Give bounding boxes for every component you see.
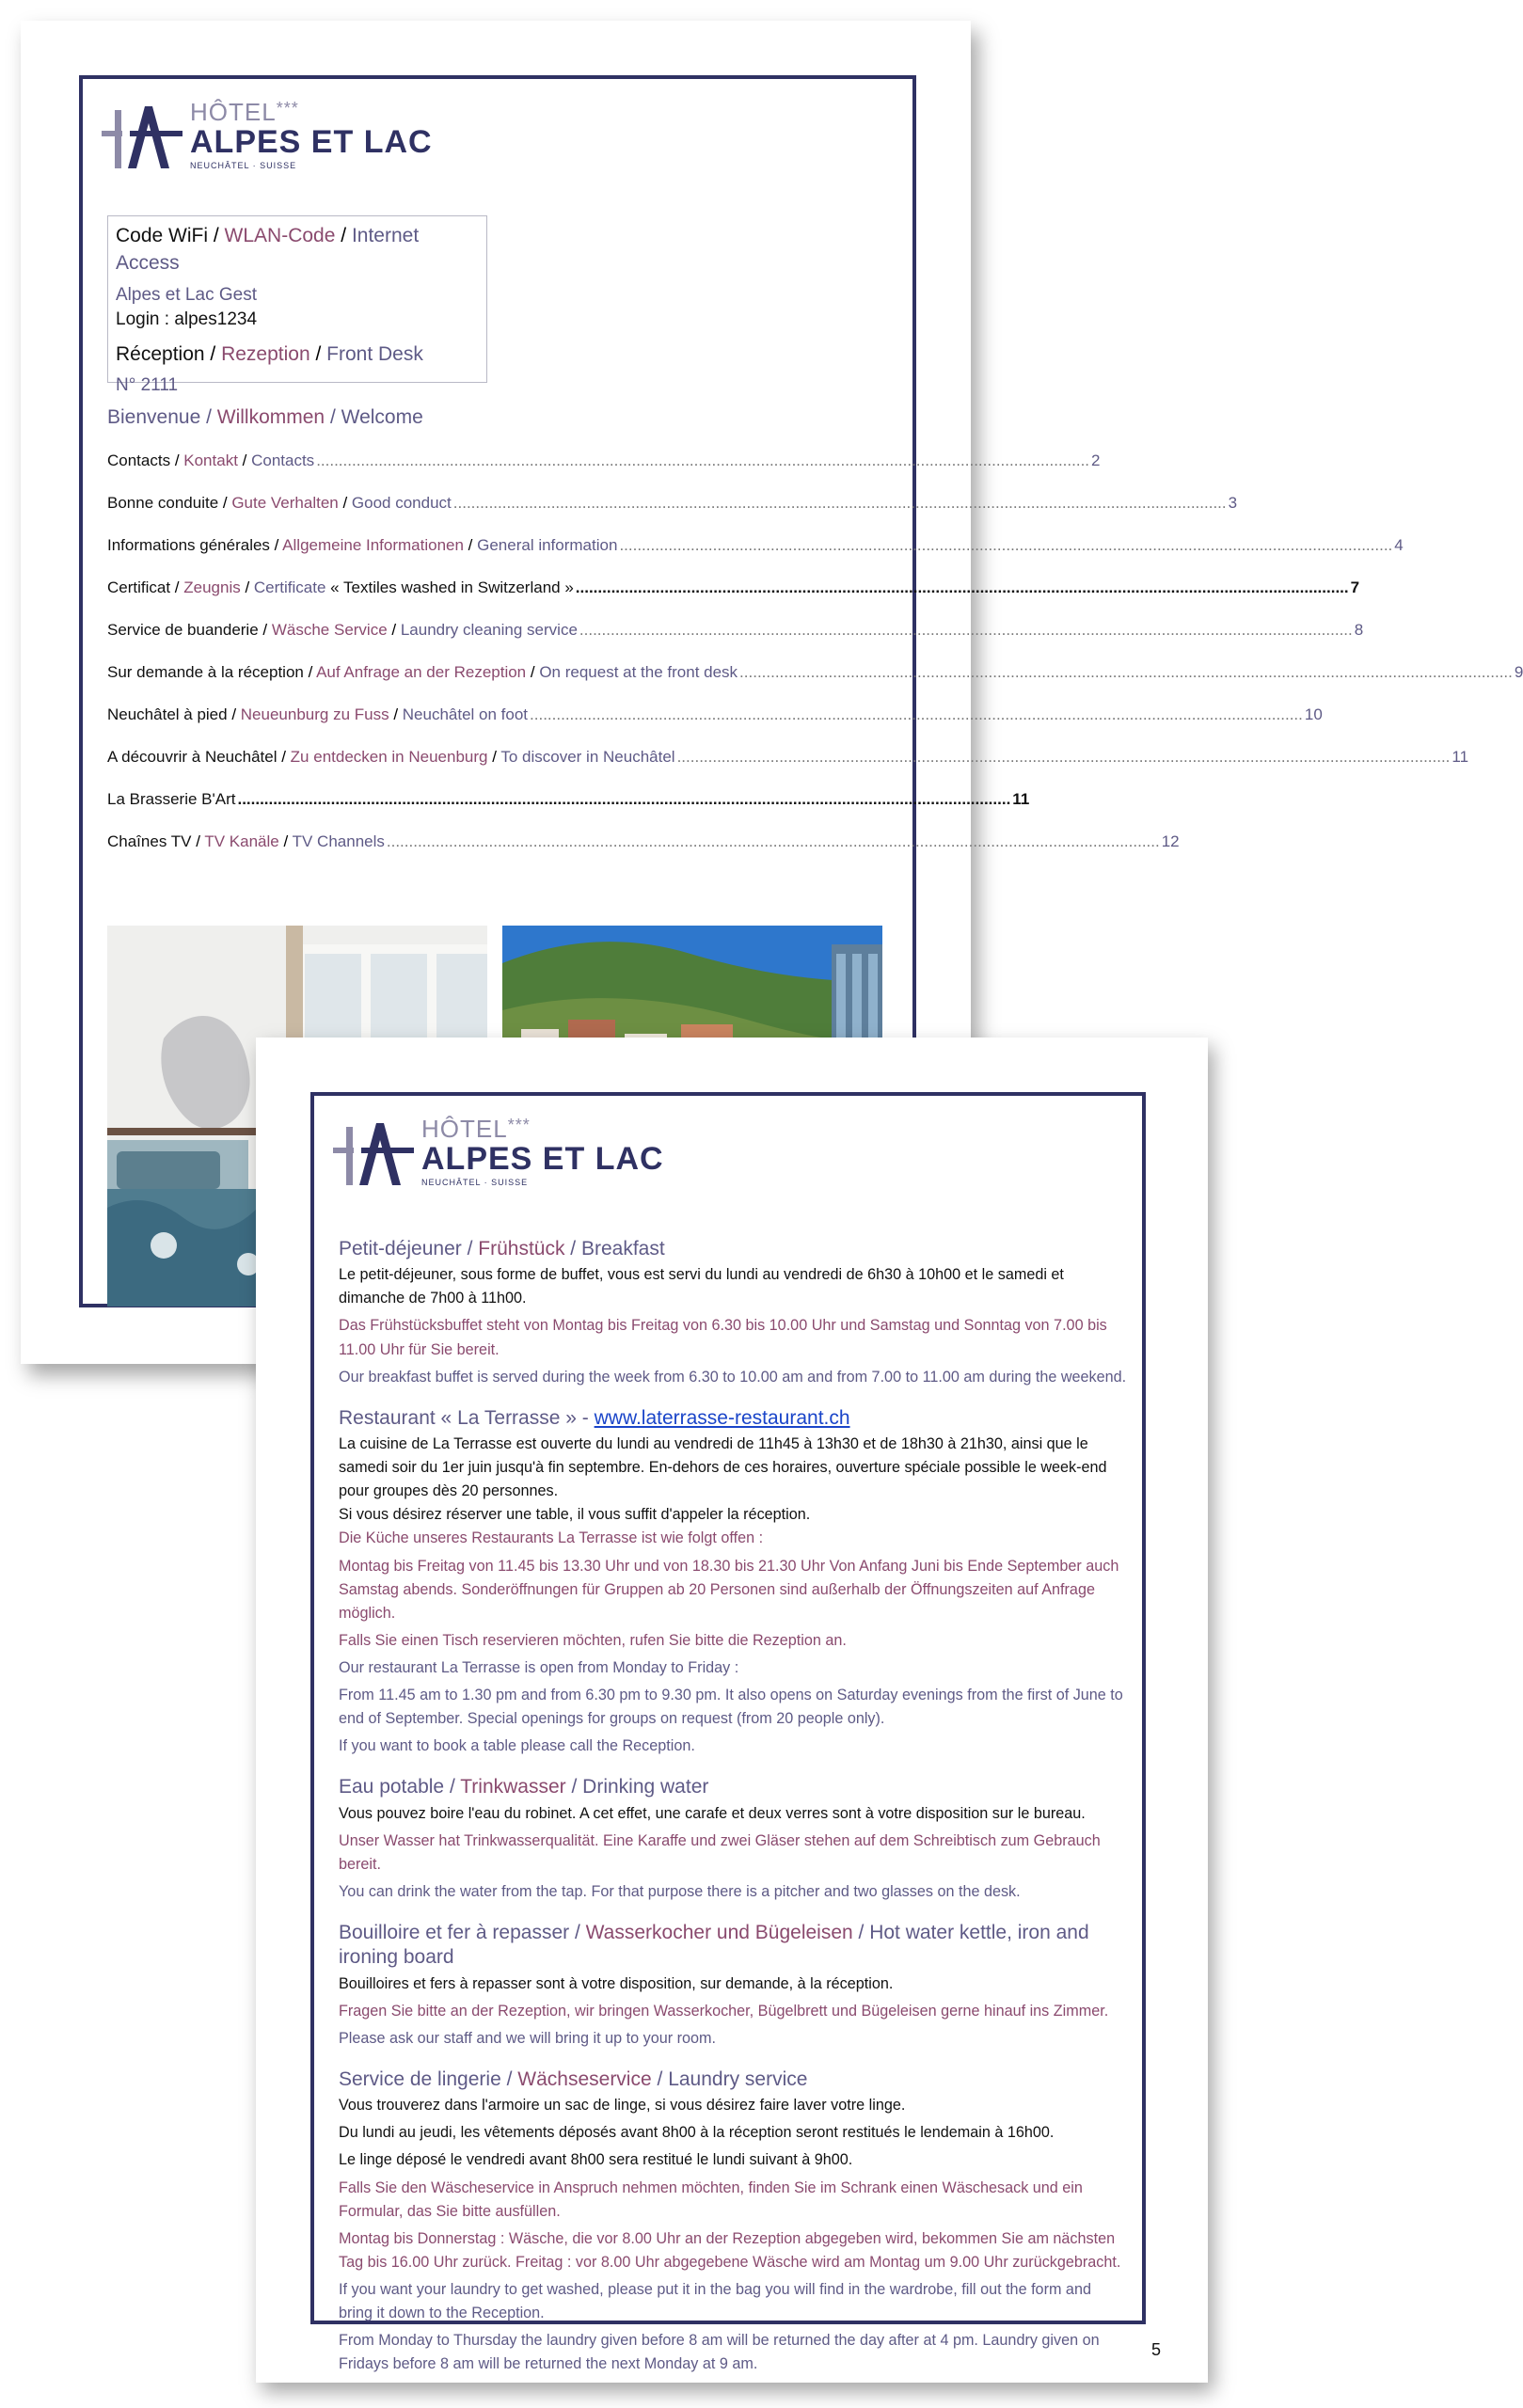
breakfast-text-fr: Le petit-déjeuner, sous forme de buffet, vous est servi du lundi au vendredi de 6h30 à 10h00 et le samedi et dimanche de 7h00 à 11h00. [339, 1266, 1064, 1307]
toc-page-number: 11 [1012, 790, 1030, 808]
reception-heading: Réception / Rezeption / Front Desk [116, 342, 423, 365]
water-text-de: Unser Wasser hat Trinkwasserqualität. Eine Karaffe und zwei Gläser stehen auf dem Schreibtisch zum Gebrauch bereit. [339, 1831, 1101, 1873]
breakfast-text-en: Our breakfast buffet is served during the week from 6.30 to 10.00 am and from 7.00 to 11.00 am during the weekend. [339, 1368, 1127, 1386]
water-heading: Eau potable / Trinkwasser / Drinking water [339, 1776, 709, 1798]
reception-title-de: Rezeption [221, 342, 310, 365]
kettle-iron-heading: Bouilloire et fer à repasser / Wasserkocher und Bügeleisen / Hot water kettle, iron and ironing board [339, 1922, 1089, 1969]
breakfast-text-de: Das Frühstücksbuffet steht von Montag bis Freitag von 6.30 bis 10.00 Uhr und Samstag und Sonntag von 7.00 bis 11.00 Uhr für Sie bereit. [339, 1317, 1107, 1358]
toc-page-number: 2 [1091, 452, 1101, 469]
logo-hotel-text: HÔTEL [190, 98, 277, 126]
logo-subtitle: NEUCHÂTEL · SUISSE [190, 161, 297, 170]
logo-hotel-name: ALPES ET LAC [421, 1141, 664, 1177]
laundry-text-de-1: Falls Sie den Wäscheservice in Anspruch nehmen möchten, finden Sie im Schrank einen Wäschesack und ein Formular, das Sie bitte ausfüllen. [339, 2178, 1083, 2220]
toc-row-general-information[interactable]: Informations générales / Allgemeine Informationen / General information .............................................................................................................................................................................. 4 [107, 536, 1404, 554]
wifi-network-name: Alpes et Lac Gest [116, 284, 257, 305]
logo-stars: *** [507, 1116, 531, 1134]
laundry-text-fr-3: Le linge déposé le vendredi avant 8h00 sera restitué le lundi suivant à 9h00. [339, 2151, 853, 2169]
laundry-text-en-2: From Monday to Thursday the laundry given before 8 am will be returned the day after at 4 pm. Laundry given on Fridays before 8 am will be returned the next Monday at 9 am. [339, 2332, 1100, 2373]
toc-row-contacts[interactable]: Contacts / Kontakt / Contacts .............................................................................................................................................................................. 2 [107, 452, 1101, 469]
logo-stars: *** [276, 99, 299, 118]
wifi-title-de: WLAN-Code [224, 225, 336, 246]
wifi-info-box [107, 215, 487, 396]
reception-title-fr: Réception [116, 342, 205, 365]
toc-row-tv-channels[interactable]: Chaînes TV / TV Kanäle / TV Channels .............................................................................................................................................................................. 12 [107, 832, 1180, 850]
wifi-title-fr: Code WiFi [116, 225, 209, 246]
kettle-text-de: Fragen Sie bitte an der Rezeption, wir bringen Wasserkocher, Bügelbrett und Bügeleisen gerne hinauf ins Zimmer. [339, 2002, 1109, 2020]
toc-title: Bienvenue / Willkommen / Welcome [107, 406, 423, 428]
restaurant-booking-fr: Si vous désirez réserver une table, il vous suffit d'appeler la réception. [339, 1506, 811, 1524]
laundry-heading: Service de lingerie / Wächseservice / Laundry service [339, 2067, 808, 2090]
kettle-text-en: Please ask our staff and we will bring it up to your room. [339, 2029, 716, 2047]
toc-row-laundry-service[interactable]: Service de buanderie / Wäsche Service / Laundry cleaning service .............................................................................................................................................................................. 8 [107, 621, 1364, 639]
table-of-contents [107, 452, 1523, 875]
logo-hotel-name: ALPES ET LAC [190, 124, 433, 160]
restaurant-intro-en: Our restaurant La Terrasse is open from Monday to Friday : [339, 1659, 739, 1677]
restaurant-booking-en: If you want to book a table please call the Reception. [339, 1737, 695, 1755]
hotel-logo-mark-icon [333, 1119, 414, 1185]
toc-row-on-request[interactable]: Sur demande à la réception / Auf Anfrage an der Rezeption / On request at the front desk .............................................................................................................................................................................. 9 [107, 663, 1523, 681]
toc-row-good-conduct[interactable]: Bonne conduite / Gute Verhalten / Good conduct .............................................................................................................................................................................. 3 [107, 494, 1238, 512]
restaurant-hours-de: Montag bis Freitag von 11.45 bis 13.30 Uhr und von 18.30 bis 21.30 Uhr Von Anfang Juni bis Ende September auch Samstag abends. Sonderöffnungen für Gruppen ab 20 Personen sind außerhalb der Öffnungszeiten auf Anfrage möglich. [339, 1557, 1119, 1622]
toc-page-number: 11 [1452, 748, 1469, 766]
wifi-heading: Code WiFi / WLAN-Code / Internet Access [116, 225, 420, 275]
toc-page-number: 3 [1228, 494, 1238, 512]
hotel-logo [333, 1117, 664, 1187]
logo-subtitle: NEUCHÂTEL · SUISSE [421, 1178, 529, 1187]
restaurant-hours-en: From 11.45 am to 1.30 pm and from 6.30 pm to 9.30 pm. It also opens on Saturday evenings from the first of June to end of September. Special openings for groups on request (from 20 people only). [339, 1687, 1123, 1728]
toc-page-number: 4 [1394, 536, 1404, 554]
laundry-text-en-1: If you want your laundry to get washed, please put it in the bag you will find in the wardrobe, fill out the form and bring it down to the Reception. [339, 2281, 1091, 2322]
toc-page-number: 10 [1304, 705, 1323, 723]
reception-title-en: Front Desk [326, 342, 423, 365]
restaurant-booking-de: Falls Sie einen Tisch reservieren möchten, rufen Sie bitte die Rezeption an. [339, 1631, 847, 1649]
toc-page-number: 12 [1161, 832, 1180, 850]
welcome-de: Willkommen [216, 406, 325, 428]
front-page-frame [310, 1092, 1146, 2373]
breakfast-heading: Petit-déjeuner / Frühstück / Breakfast [339, 1238, 665, 1259]
water-text-fr: Vous pouvez boire l'eau du robinet. A cet effet, une carafe et deux verres sont à votre disposition sur le bureau. [339, 1804, 1086, 1822]
welcome-en: Welcome [341, 406, 423, 428]
water-text-en: You can drink the water from the tap. For that purpose there is a pitcher and two glasses on the desk. [339, 1883, 1021, 1901]
restaurant-intro-de: Die Küche unseres Restaurants La Terrasse ist wie folgt offen : [339, 1529, 764, 1547]
hotel-logo-mark-icon [102, 103, 182, 168]
laundry-text-de-2: Montag bis Donnerstag : Wäsche, die vor 8.00 Uhr an der Rezeption abgegeben wird, bekommen Sie am nächsten Tag bis 16.00 Uhr zurück. Freitag : vor 8.00 Uhr abgegebene Wäsche wird am Montag um 9.00 Uhr zurückgebracht. [339, 2229, 1121, 2271]
welcome-fr: Bienvenue [107, 406, 201, 428]
laundry-text-fr-2: Du lundi au jeudi, les vêtements déposés avant 8h00 à la réception seront restitués le lendemain à 16h00. [339, 2124, 1055, 2142]
wifi-title-en: Internet Access [116, 225, 420, 275]
hotel-logo [102, 100, 433, 170]
restaurant-text-fr: La cuisine de La Terrasse est ouverte du lundi au vendredi de 11h45 à 13h30 et de 18h30 à 21h30, ainsi que le samedi soir du 1er juin jusqu'à fin septembre. En-dehors de ces horaires, ouverture spéciale possible le week-end pour groupes dès 20 personnes. [339, 1435, 1107, 1500]
wifi-login: Login : alpes1234 [116, 309, 258, 330]
toc-page-number: 7 [1350, 578, 1360, 596]
kettle-text-fr: Bouilloires et fers à repasser sont à votre disposition, sur demande, à la réception. [339, 1974, 894, 1992]
logo-hotel-text: HÔTEL [421, 1115, 508, 1143]
toc-page-number: 8 [1354, 621, 1364, 639]
restaurant-heading: Restaurant « La Terrasse » - www.laterrasse-restaurant.ch [339, 1406, 850, 1429]
front-page-content [339, 1226, 1129, 2376]
page-number: 5 [1150, 2340, 1161, 2359]
front-page [256, 1038, 1208, 2383]
reception-number: N° 2111 [116, 375, 179, 396]
toc-row-to-discover[interactable]: A découvrir à Neuchâtel / Zu entdecken in Neuenburg / To discover in Neuchâtel .............................................................................................................................................................................. 11 [107, 748, 1469, 766]
laundry-text-fr-1: Vous trouverez dans l'armoire un sac de linge, si vous désirez faire laver votre linge. [339, 2097, 906, 2115]
toc-row-neuchatel-on-foot[interactable]: Neuchâtel à pied / Neueunburg zu Fuss / Neuchâtel on foot .............................................................................................................................................................................. 10 [107, 705, 1323, 723]
toc-row-certificate[interactable]: Certificat / Zeugnis / Certificate « Textiles washed in Switzerland » .............................................................................................................................................................................. 7 [107, 578, 1360, 596]
toc-row-brasserie[interactable]: La Brasserie B'Art .............................................................................................................................................................................. 11 [107, 790, 1030, 808]
restaurant-website-link[interactable]: www.laterrasse-restaurant.ch [594, 1406, 850, 1429]
toc-page-number: 9 [1514, 663, 1523, 681]
